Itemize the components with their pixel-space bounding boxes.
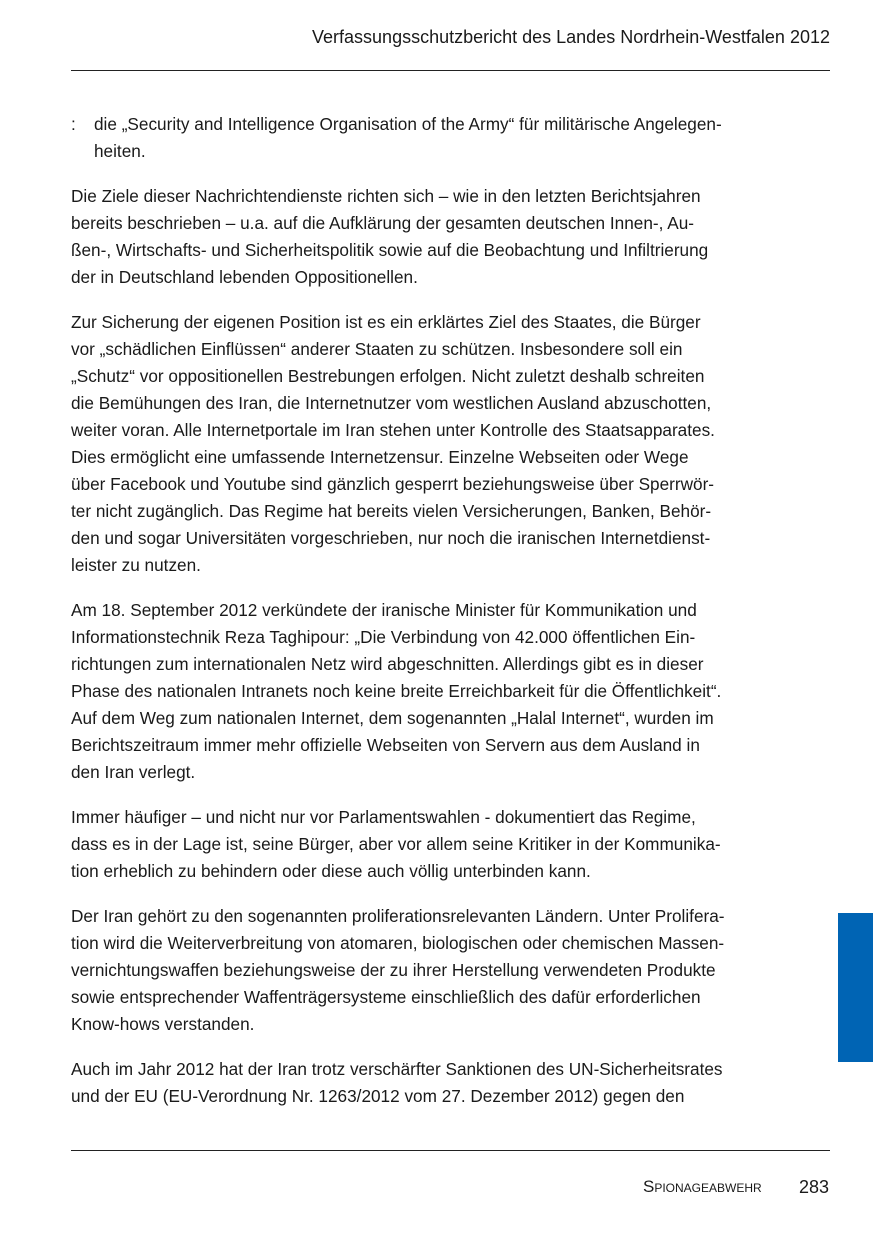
page-header-title: Verfassungsschutzbericht des Landes Nordrhein-Westfalen 2012 xyxy=(312,27,830,47)
paragraph-line: den Iran verlegt. xyxy=(71,762,196,782)
paragraph-line: ßen-, Wirtschafts- und Sicherheitspolitik sowie auf die Beobachtung und Infiltrierung xyxy=(71,240,709,260)
paragraph-line: Die Ziele dieser Nachrichtendienste richten sich – wie in den letzten Berichtsjahren xyxy=(71,186,701,206)
paragraph-line: leister zu nutzen. xyxy=(71,555,201,575)
paragraph-line: vor „schädlichen Einflüssen“ anderer Staaten zu schützen. Insbesondere soll ein xyxy=(71,339,683,359)
bullet-line: die „Security and Intelligence Organisation of the Army“ für militärische Angelegen- xyxy=(94,114,722,134)
paragraph-line: Phase des nationalen Intranets noch keine breite Erreichbarkeit für die Öffentlichkeit“. xyxy=(71,681,722,701)
paragraph-3 xyxy=(71,597,786,786)
paragraph-line: richtungen zum internationalen Netz wird abgeschnitten. Allerdings gibt es in dieser xyxy=(71,654,704,674)
paragraph-6 xyxy=(71,1056,786,1110)
paragraph-line: der in Deutschland lebenden Oppositionellen. xyxy=(71,267,418,287)
paragraph-5 xyxy=(71,903,786,1038)
paragraph-line: Am 18. September 2012 verkündete der iranische Minister für Kommunikation und xyxy=(71,600,697,620)
bullet-line: heiten. xyxy=(94,141,146,161)
paragraph-line: ter nicht zugänglich. Das Regime hat bereits vielen Versicherungen, Banken, Behör- xyxy=(71,501,712,521)
paragraph-line: Dies ermöglicht eine umfassende Internetzensur. Einzelne Webseiten oder Wege xyxy=(71,447,689,467)
bullet-marker: : xyxy=(71,114,76,134)
paragraph-line: und der EU (EU-Verordnung Nr. 1263/2012 vom 27. Dezember 2012) gegen den xyxy=(71,1086,685,1106)
paragraph-line: Der Iran gehört zu den sogenannten proliferationsrelevanten Ländern. Unter Prolifera- xyxy=(71,906,725,926)
paragraph-line: den und sogar Universitäten vorgeschrieben, nur noch die iranischen Internetdienst- xyxy=(71,528,711,548)
paragraph-line: tion erheblich zu behindern oder diese auch völlig unterbinden kann. xyxy=(71,861,591,881)
paragraph-line: tion wird die Weiterverbreitung von atomaren, biologischen oder chemischen Massen- xyxy=(71,933,725,953)
paragraph-line: Zur Sicherung der eigenen Position ist es ein erklärtes Ziel des Staates, die Bürger xyxy=(71,312,701,332)
paragraph-line: vernichtungswaffen beziehungsweise der zu ihrer Herstellung verwendeten Produkte xyxy=(71,960,716,980)
paragraph-4 xyxy=(71,804,786,885)
paragraph-line: Immer häufiger – und nicht nur vor Parlamentswahlen - dokumentiert das Regime, xyxy=(71,807,696,827)
paragraph-line: die Bemühungen des Iran, die Internetnutzer vom westlichen Ausland abzuschotten, xyxy=(71,393,712,413)
paragraph-line: Informationstechnik Reza Taghipour: „Die Verbindung von 42.000 öffentlichen Ein- xyxy=(71,627,696,647)
paragraph-2 xyxy=(71,309,786,579)
paragraph-line: Know-hows verstanden. xyxy=(71,1014,255,1034)
paragraph-1 xyxy=(71,183,786,291)
footer-section-title: Spionageabwehr xyxy=(643,1177,762,1196)
header-divider xyxy=(71,70,830,71)
paragraph-line: dass es in der Lage ist, seine Bürger, aber vor allem seine Kritiker in der Kommunika- xyxy=(71,834,721,854)
chapter-marker-tab xyxy=(838,913,873,1062)
paragraph-line: „Schutz“ vor oppositionellen Bestrebungen erfolgen. Nicht zuletzt deshalb schreiten xyxy=(71,366,705,386)
body-text xyxy=(71,111,786,1128)
bullet-item xyxy=(71,111,786,165)
paragraph-line: Auf dem Weg zum nationalen Internet, dem sogenannten „Halal Internet“, wurden im xyxy=(71,708,714,728)
footer-divider xyxy=(71,1150,830,1151)
paragraph-line: über Facebook und Youtube sind gänzlich gesperrt beziehungsweise über Sperrwör- xyxy=(71,474,715,494)
paragraph-line: Auch im Jahr 2012 hat der Iran trotz verschärfter Sanktionen des UN-Sicherheitsrates xyxy=(71,1059,723,1079)
paragraph-line: weiter voran. Alle Internetportale im Iran stehen unter Kontrolle des Staatsapparates. xyxy=(71,420,715,440)
paragraph-line: bereits beschrieben – u.a. auf die Aufklärung der gesamten deutschen Innen-, Au- xyxy=(71,213,694,233)
paragraph-line: sowie entsprechender Waffenträgersysteme einschließlich des dafür erforderlichen xyxy=(71,987,701,1007)
paragraph-line: Berichtszeitraum immer mehr offizielle Webseiten von Servern aus dem Ausland in xyxy=(71,735,700,755)
page-number: 283 xyxy=(799,1177,830,1197)
